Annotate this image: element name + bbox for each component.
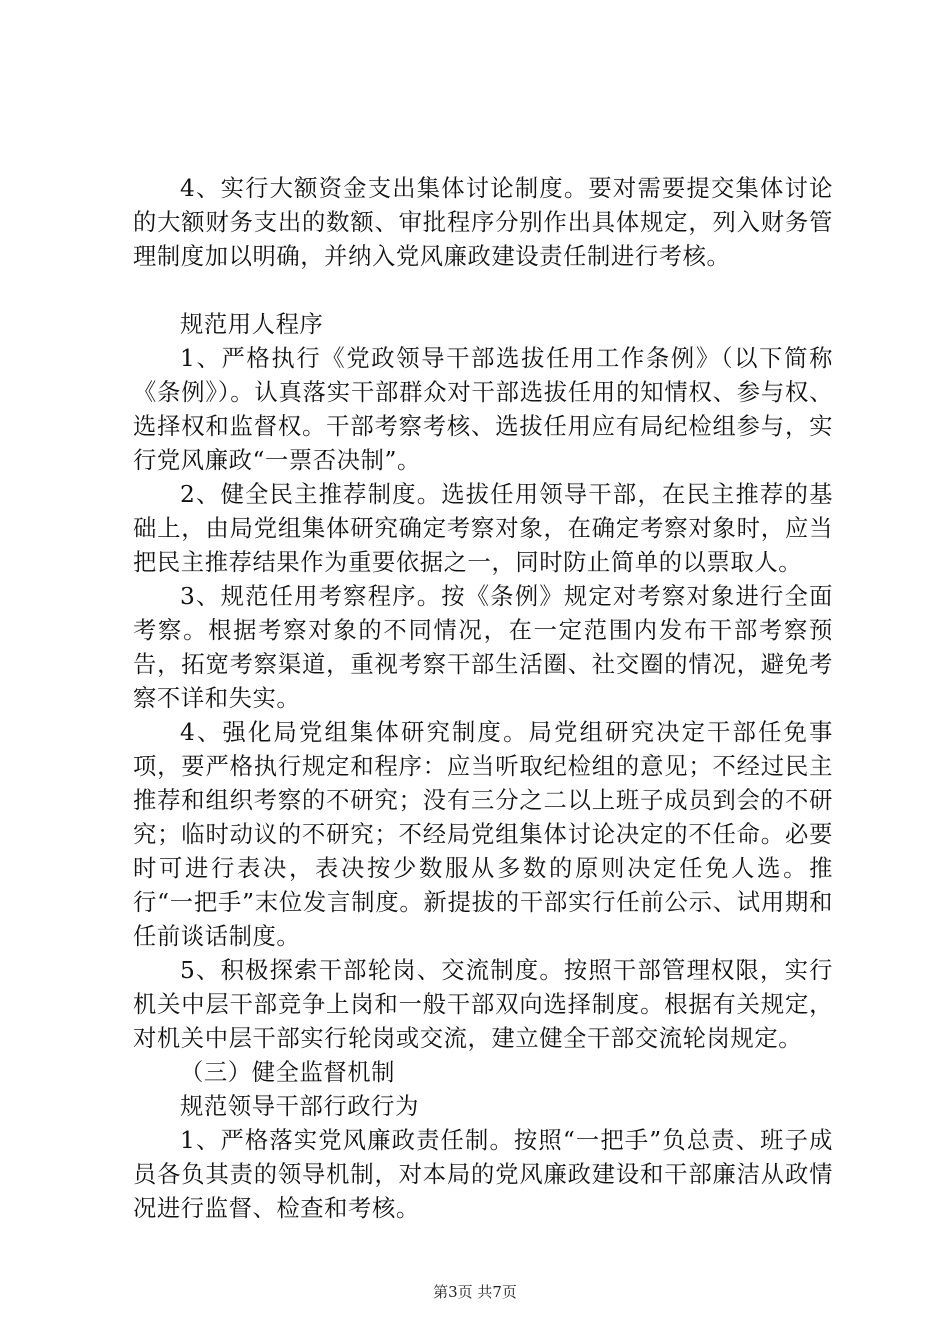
paragraph-spacer [133, 274, 833, 308]
paragraph: 2、健全民主推荐制度。选拔任用领导干部，在民主推荐的基础上，由局党组集体研究确定考察对象，在确定考察对象时，应当把民主推荐结果作为重要依据之一，同时防止简单的以票取人。 [133, 481, 833, 576]
document-body [133, 172, 833, 1226]
paragraph: 4、实行大额资金支出集体讨论制度。要对需要提交集体讨论的大额财务支出的数额、审批程序分别作出具体规定，列入财务管理制度加以明确，并纳入党风廉政建设责任制进行考核。 [133, 175, 833, 270]
paragraph: 1、严格执行《党政领导干部选拔任用工作条例》（以下简称《条例》）。认真落实干部群众对干部选拔任用的知情权、参与权、选择权和监督权。干部考察考核、选拔任用应有局纪检组参与，实行党风廉政“一票否决制”。 [133, 345, 833, 474]
page-number: 第3页 共7页 [433, 1283, 517, 1301]
paragraph: 4、强化局党组集体研究制度。局党组研究决定干部任免事项，要严格执行规定和程序：应当听取纪检组的意见；不经过民主推荐和组织考察的不研究；没有三分之二以上班子成员到会的不研究；临时动议的不研究；不经局党组集体讨论决定的不任命。必要时可进行表决，表决按少数服从多数的原则决定任免人选。推行“一把手”末位发言制度。新提拔的干部实行任前公示、试用期和任前谈话制度。 [133, 719, 833, 950]
section-heading: 规范用人程序 [180, 311, 324, 338]
paragraph: 1、严格落实党风廉政责任制。按照“一把手”负总责、班子成员各负其责的领导机制，对本局的党风廉政建设和干部廉洁从政情况进行监督、检查和考核。 [133, 1127, 833, 1222]
section-heading: （三）健全监督机制 [180, 1059, 396, 1086]
paragraph: 3、规范任用考察程序。按《条例》规定对考察对象进行全面考察。根据考察对象的不同情况，在一定范围内发布干部考察预告，拓宽考察渠道，重视考察干部生活圈、社交圈的情况，避免考察不详和失实。 [133, 583, 833, 712]
paragraph: 5、积极探索干部轮岗、交流制度。按照干部管理权限，实行机关中层干部竞争上岗和一般干部双向选择制度。根据有关规定，对机关中层干部实行轮岗或交流，建立健全干部交流轮岗规定。 [133, 957, 833, 1052]
section-heading: 规范领导干部行政行为 [180, 1093, 419, 1120]
